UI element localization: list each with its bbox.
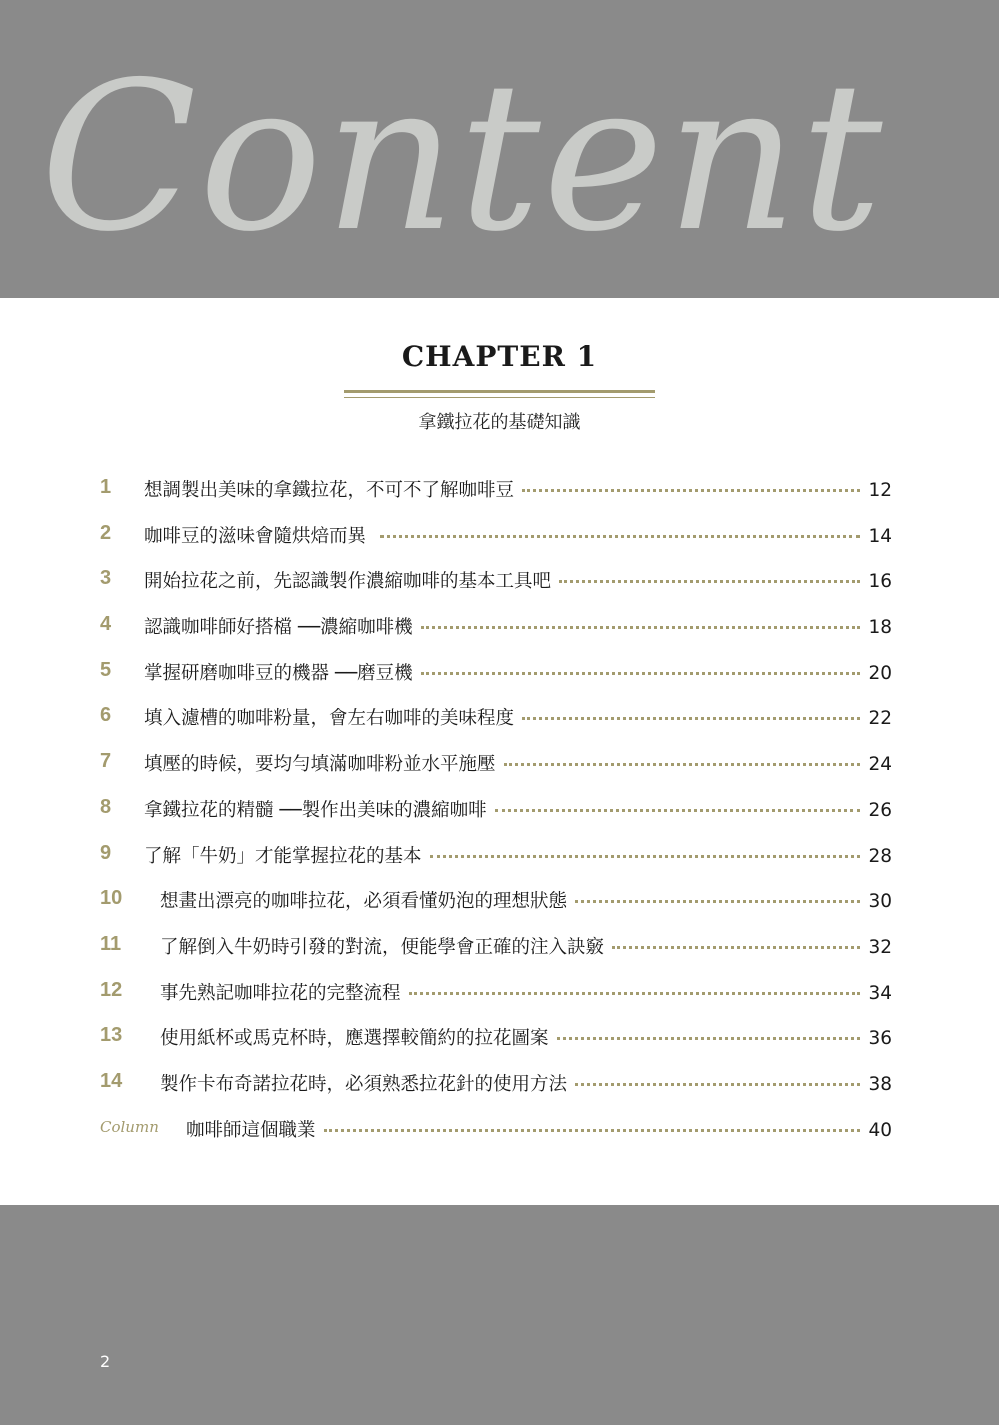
toc-page: 30 bbox=[868, 891, 892, 913]
toc-page: 40 bbox=[868, 1119, 892, 1141]
header-title: Content bbox=[40, 39, 885, 277]
toc-title: 想畫出漂亮的咖啡拉花，必須看懂奶泡的理想狀態 bbox=[160, 891, 568, 913]
dotted-leader bbox=[324, 1129, 861, 1132]
toc-number: 13 bbox=[100, 1024, 123, 1047]
toc-number: 5 bbox=[100, 658, 112, 681]
footer-band bbox=[0, 1205, 999, 1425]
toc-row[interactable] bbox=[100, 1016, 892, 1062]
page-number: 2 bbox=[100, 1352, 111, 1371]
toc-title: 了解「牛奶」才能掌握拉花的基本 bbox=[144, 845, 422, 867]
toc-row[interactable] bbox=[100, 742, 892, 788]
toc-title: 使用紙杯或馬克杯時，應選擇較簡約的拉花圖案 bbox=[160, 1028, 549, 1050]
toc-row[interactable] bbox=[100, 834, 892, 880]
toc-row[interactable] bbox=[100, 971, 892, 1017]
toc-number: 8 bbox=[100, 795, 112, 818]
toc-row-column[interactable] bbox=[100, 1108, 892, 1154]
column-label: Column bbox=[100, 1117, 159, 1136]
toc-row[interactable] bbox=[100, 788, 892, 834]
dotted-leader bbox=[612, 946, 860, 949]
toc-page: 20 bbox=[868, 662, 892, 684]
toc-number: 10 bbox=[100, 887, 123, 910]
toc-number: 12 bbox=[100, 978, 123, 1001]
toc-title: 填入濾槽的咖啡粉量，會左右咖啡的美味程度 bbox=[144, 708, 515, 730]
toc-number: 11 bbox=[100, 932, 122, 955]
toc-number: 14 bbox=[100, 1069, 123, 1092]
header-band bbox=[0, 0, 999, 298]
dotted-leader bbox=[575, 900, 860, 903]
toc-title: 想調製出美味的拿鐵拉花，不可不了解咖啡豆 bbox=[144, 480, 515, 501]
toc-page: 26 bbox=[868, 799, 892, 821]
toc-page: 12 bbox=[868, 480, 892, 501]
dotted-leader bbox=[522, 717, 860, 720]
chapter-rule bbox=[344, 390, 655, 398]
toc-title: 製作卡布奇諾拉花時，必須熟悉拉花針的使用方法 bbox=[160, 1073, 568, 1095]
chapter-heading: CHAPTER 1 bbox=[401, 340, 598, 373]
toc-title: 認識咖啡師好搭檔 ──濃縮咖啡機 bbox=[144, 617, 413, 639]
toc-number: 2 bbox=[100, 521, 112, 544]
chapter-subtitle: 拿鐵拉花的基礎知識 bbox=[418, 412, 581, 433]
toc-title: 填壓的時候，要均勻填滿咖啡粉並水平施壓 bbox=[144, 754, 496, 776]
dotted-leader bbox=[421, 672, 861, 675]
toc-title: 掌握研磨咖啡豆的機器 ──磨豆機 bbox=[144, 662, 413, 684]
toc-row[interactable] bbox=[100, 1062, 892, 1108]
toc-row[interactable] bbox=[100, 925, 892, 971]
dotted-leader bbox=[495, 809, 861, 812]
toc-number: 7 bbox=[100, 750, 112, 773]
dotted-leader bbox=[421, 626, 861, 629]
toc-page: 32 bbox=[868, 936, 892, 958]
dotted-leader bbox=[559, 580, 860, 583]
table-of-contents bbox=[100, 468, 892, 1153]
toc-row[interactable] bbox=[100, 605, 892, 651]
toc-number: 3 bbox=[100, 567, 112, 590]
dotted-leader bbox=[430, 855, 861, 858]
toc-page: 18 bbox=[868, 617, 892, 639]
dotted-leader bbox=[380, 535, 860, 538]
toc-page: 16 bbox=[868, 571, 892, 593]
toc-row[interactable] bbox=[100, 468, 892, 514]
toc-title: 了解倒入牛奶時引發的對流，便能學會正確的注入訣竅 bbox=[160, 936, 605, 958]
toc-title: 事先熟記咖啡拉花的完整流程 bbox=[160, 982, 401, 1004]
toc-row[interactable] bbox=[100, 879, 892, 925]
toc-row[interactable] bbox=[100, 651, 892, 697]
dotted-leader bbox=[522, 489, 860, 492]
toc-row[interactable] bbox=[100, 559, 892, 605]
dotted-leader bbox=[575, 1083, 860, 1086]
toc-page: 14 bbox=[868, 525, 892, 547]
toc-page: 34 bbox=[868, 982, 892, 1004]
dotted-leader bbox=[557, 1037, 861, 1040]
toc-page: 36 bbox=[868, 1028, 892, 1050]
toc-number: 6 bbox=[100, 704, 112, 727]
toc-row[interactable] bbox=[100, 514, 892, 560]
toc-number: 1 bbox=[100, 476, 112, 498]
toc-title: 咖啡豆的滋味會隨烘焙而異 bbox=[144, 525, 367, 547]
toc-title: 咖啡師這個職業 bbox=[186, 1119, 316, 1141]
toc-row[interactable] bbox=[100, 696, 892, 742]
toc-page: 24 bbox=[868, 754, 892, 776]
toc-number: 9 bbox=[100, 841, 112, 864]
toc-title: 開始拉花之前，先認識製作濃縮咖啡的基本工具吧 bbox=[144, 571, 552, 593]
toc-page: 28 bbox=[868, 845, 892, 867]
dotted-leader bbox=[504, 763, 861, 766]
content-script-title bbox=[0, 0, 999, 298]
dotted-leader bbox=[409, 992, 861, 995]
toc-page: 22 bbox=[868, 708, 892, 730]
toc-number: 4 bbox=[100, 613, 112, 636]
toc-page: 38 bbox=[868, 1073, 892, 1095]
toc-title: 拿鐵拉花的精髓 ──製作出美味的濃縮咖啡 bbox=[144, 799, 487, 821]
